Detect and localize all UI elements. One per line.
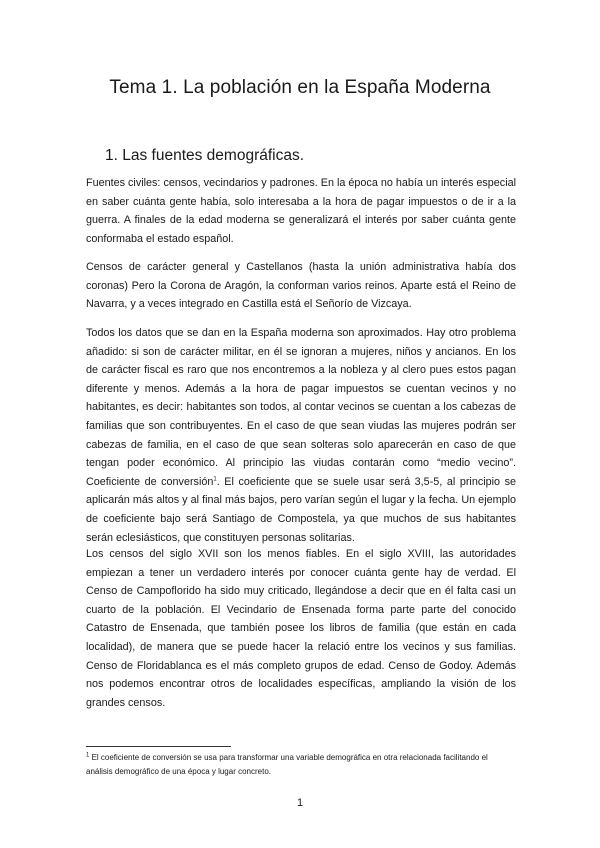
- footnote: [86, 751, 516, 779]
- paragraph: Censos de carácter general y Castellanos (hasta la unión administrativa había dos coronas) Pero la Corona de Aragón, la conforman varios reinos. Aparte está el Reino de Navarra, y a veces integrado en Castilla está el Señorío de Vizcaya.: [86, 261, 516, 311]
- paragraph: Los censos del siglo XVII son los menos fiables. En el siglo XVIII, las autoridades empiezan a tener un verdadero interés por conocer cuánta gente hay de verdad. El Censo de Campoflorido ha sido muy criticado, llegándose a decir que en él falta casi un cuarto de la población. El Vecindario de Ensenada forma parte parte del conocido Catastro de Ensenada, que también posee los libros de familia (que están en cada localidad), de manera que se puede hacer la relació entre los vecinos y sus familias. Censo de Floridablanca es el más completo grupos de edad. Censo de Godoy. Además nos podemos encontrar otros de localidades específicas, ampliando la visión de los grandes censos.: [86, 548, 516, 709]
- section-heading: 1. Las fuentes demográficas.: [105, 147, 305, 164]
- page-number: 1: [296, 797, 304, 809]
- paragraph: Fuentes civiles: censos, vecindarios y padrones. En la época no había un interés especial en saber cuánta gente había, solo interesaba a la hora de pagar impuestos o de ir a la guerra. A finales de la edad moderna se generalizará el interés por saber cuánta gente conformaba el estado español.: [86, 177, 516, 245]
- footnote-text: El coeficiente de conversión se usa para transformar una variable demográfica en otra relacionada facilitando el análisis demográfico de una época y lugar concreto.: [86, 753, 488, 776]
- paragraph: [86, 324, 516, 547]
- footnote-divider: [86, 746, 231, 747]
- page-title: Tema 1. La población en la España Moderna: [109, 77, 491, 98]
- paragraph-text: Todos los datos que se dan en la España moderna son aproximados. Hay otro problema añadido: si son de carácter militar, en él se ignoran a mujeres, niños y ancianos. En los de carácter fiscal es raro que nos encontremos a la nobleza y al clero pues estos pagan diferente y menos. Además a la hora de pagar impuestos se cuentan vecinos y no habitantes, es decir: habitantes son todos, al contar vecinos se cuentan a los cabezas de familias que son contribuyentes. En el caso de que sean viudas las mujeres podrán ser cabezas de familia, en el caso de que sean solteras solo aparecerán en caso de que tengan poder económico. Al principio las viudas contarán como “medio vecino”. Coeficiente de conversión: [86, 327, 516, 488]
- footnote-marker: 1: [86, 752, 90, 759]
- footnote-reference[interactable]: 1: [213, 476, 217, 483]
- paragraph-text: . El coeficiente que se suele usar será 3,5-5, al principio se aplicarán más altos y al final más bajos, pero varían según el lugar y la fecha. Un ejemplo de coeficiente bajo será Santiago de Compostela, ya que muchos de sus habitantes serán eclesiásticos, que constituyen personas solitarias.: [86, 475, 516, 544]
